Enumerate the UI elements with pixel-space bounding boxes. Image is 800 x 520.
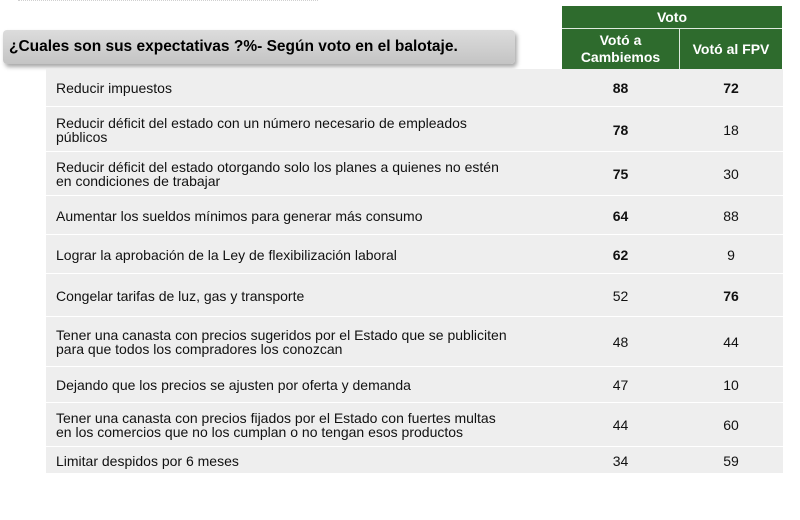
row-label — [56, 116, 576, 144]
value-cambiemos: 75 — [612, 166, 629, 182]
row-label-line: públicos — [56, 128, 108, 145]
table-row — [46, 273, 783, 317]
row-label — [56, 248, 576, 262]
value-fpv: 44 — [723, 334, 739, 350]
value-fpv: 88 — [723, 207, 739, 224]
row-label-line: Limitar despidos por 6 meses — [56, 452, 239, 469]
value-cambiemos: 44 — [612, 417, 629, 433]
value-fpv: 72 — [723, 79, 739, 96]
row-label-line: Dejando que los precios se ajusten por oferta y demanda — [56, 377, 411, 393]
value-fpv: 10 — [723, 377, 739, 393]
header-col-cambiemos-line1: Votó a — [599, 32, 642, 48]
row-label-line: Congelar tarifas de luz, gas y transporte — [56, 287, 305, 304]
value-cambiemos: 52 — [612, 287, 629, 304]
table-row — [46, 316, 783, 367]
table-row — [46, 151, 783, 196]
row-label-line: para que todos los compradores los conozcan — [56, 341, 343, 357]
value-fpv: 18 — [723, 121, 739, 138]
row-label-line: Reducir déficit del estado con un número necesario de empleados — [56, 114, 467, 131]
title-box — [3, 30, 515, 64]
table-row — [46, 402, 783, 447]
row-label — [56, 454, 576, 468]
table-row — [46, 195, 783, 235]
value-fpv: 30 — [723, 166, 739, 182]
page-title: ¿Cuales son sus expectativas ?%- Según voto en el balotaje. — [9, 38, 458, 55]
value-cambiemos: 34 — [612, 452, 629, 469]
row-label-line: en condiciones de trabajar — [56, 173, 221, 189]
table-row — [46, 106, 783, 152]
row-label — [56, 328, 576, 356]
row-label — [56, 378, 576, 392]
value-cambiemos: 88 — [612, 79, 629, 96]
table-row — [46, 366, 783, 403]
header-col-cambiemos-line2: Cambiemos — [580, 49, 661, 65]
row-label-line: en los comercios que no los cumplan o no tengan esos productos — [56, 424, 464, 440]
value-cambiemos: 62 — [612, 246, 629, 263]
row-label — [56, 209, 576, 223]
row-label — [56, 81, 576, 95]
header-col-cambiemos — [562, 29, 680, 69]
header-group-voto: Voto — [562, 6, 782, 29]
row-label-line: Lograr la aprobación de la Ley de flexibilización laboral — [56, 246, 397, 263]
value-fpv: 76 — [723, 287, 739, 304]
value-cambiemos: 47 — [612, 377, 629, 393]
row-label-line: Reducir impuestos — [56, 79, 172, 96]
value-cambiemos: 78 — [612, 121, 629, 138]
table-row — [46, 69, 783, 106]
expectations-table — [46, 69, 783, 473]
value-fpv: 9 — [727, 246, 735, 263]
row-label-line: Tener una canasta con precios fijados por el Estado con fuertes multas — [56, 410, 496, 426]
value-cambiemos: 64 — [612, 207, 629, 224]
table-row — [46, 446, 783, 474]
row-label — [56, 289, 576, 303]
row-label-line: Tener una canasta con precios sugeridos por el Estado que se publiciten — [56, 327, 507, 343]
value-cambiemos: 48 — [612, 334, 629, 350]
table-row — [46, 234, 783, 274]
row-label — [56, 160, 576, 188]
value-fpv: 59 — [723, 452, 739, 469]
value-fpv: 60 — [723, 417, 739, 433]
row-label — [56, 411, 576, 439]
row-label-line: Aumentar los sueldos mínimos para generar más consumo — [56, 207, 423, 224]
header-col-fpv: Votó al FPV — [680, 29, 782, 69]
faint-top-rule — [18, 0, 318, 7]
row-label-line: Reducir déficit del estado otorgando solo los planes a quienes no estén — [56, 159, 499, 175]
